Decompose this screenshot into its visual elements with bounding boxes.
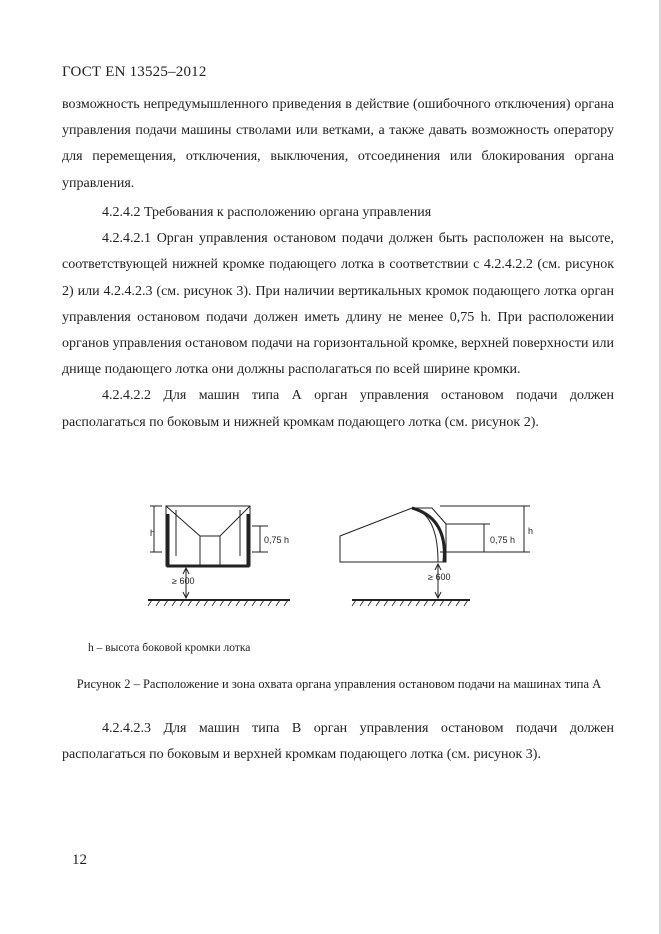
paragraph: возможность непредумышленного приведения в действие (ошибочного отключения) органа управления подачи машины стволами или ветками, а также давать возможность оператору для перемещения, отключения, выключения, отсоединения или блокирования органа управления. bbox=[62, 97, 614, 191]
section-heading: 4.2.4.2 Требования к расположению органа управления bbox=[102, 205, 432, 220]
document-header: ГОСТ EN 13525–2012 bbox=[62, 64, 207, 80]
text-block-top bbox=[62, 92, 614, 197]
stop-control-bar bbox=[168, 514, 248, 566]
text-block-bottom bbox=[62, 716, 614, 768]
left-075h-label: 0,75 h bbox=[264, 535, 290, 545]
paragraph: 4.2.4.2.2 Для машин типа А орган управления остановом подачи должен располагаться по боковым и нижней кромкам подающего лотка (см. рисунок 2). bbox=[62, 388, 614, 430]
left-min-height-label: ≥ 600 bbox=[172, 576, 195, 586]
left-h-label: h bbox=[150, 528, 156, 538]
figure-2 bbox=[140, 496, 540, 616]
left-diagram bbox=[148, 506, 290, 606]
right-075h-label: 0,75 h bbox=[490, 535, 516, 545]
figure-drawing bbox=[140, 496, 540, 616]
right-diagram bbox=[340, 506, 530, 606]
figure-legend: h – высота боковой кромки лотка bbox=[88, 642, 251, 654]
text-block-middle bbox=[62, 200, 614, 436]
figure-caption: Рисунок 2 – Расположение и зона охвата органа управления остановом подачи на машинах типа А bbox=[76, 677, 602, 691]
page-number: 12 bbox=[72, 852, 87, 868]
paragraph: 4.2.4.2.1 Орган управления остановом подачи должен быть расположен на высоте, соответствующей нижней кромке подающего лотка в соответствии с 4.2.4.2.2 (см. рисунок 2) или 4.2.4.2.3 (см. рисунок 3). При наличии вертикальных кромок подающего лотка орган управления остановом подачи должен иметь длину не менее 0,75 h. При расположении органов управления остановом подачи на горизонтальной кромке, верхней поверхности или днище подающего лотка они должны располагаться по всей ширине кромки. bbox=[62, 231, 614, 378]
right-h-label: h bbox=[528, 526, 534, 536]
right-min-height-label: ≥ 600 bbox=[428, 572, 451, 582]
paragraph: 4.2.4.2.3 Для машин типа В орган управления остановом подачи должен располагаться по боковым и верхней кромкам подающего лотка (см. рисунок 3). bbox=[62, 721, 614, 763]
feed-opening bbox=[200, 536, 220, 566]
